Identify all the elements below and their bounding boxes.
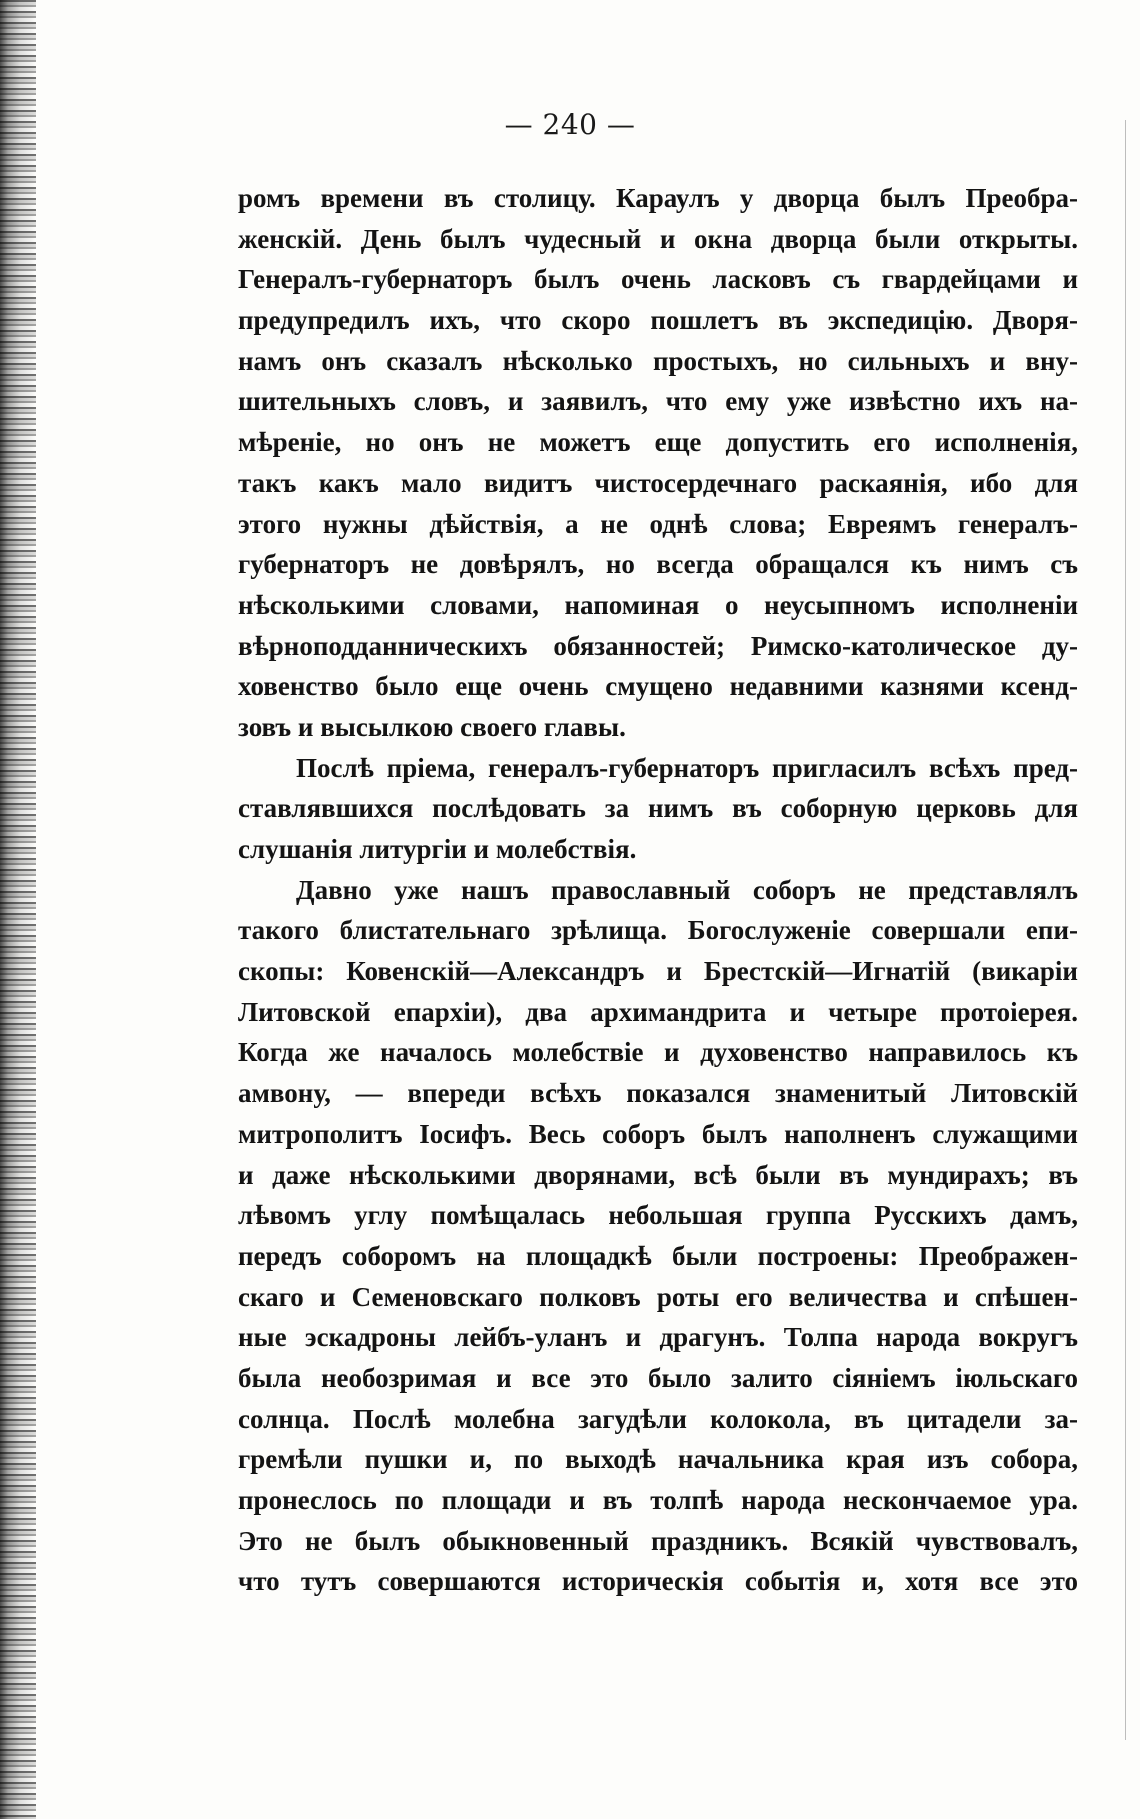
text-line: ховенство было еще очень смущено недавними казнями ксенд- — [238, 671, 1078, 702]
text-line: гремѣли пушки и, по выходѣ начальника края изъ собора, — [238, 1444, 1078, 1475]
text-line: митрополитъ Іосифъ. Весь соборъ былъ наполненъ служащими — [238, 1118, 1078, 1149]
text-line: женскій. День былъ чудесный и окна дворца были открыты. — [238, 223, 1078, 254]
page-number: — 240 — — [504, 108, 636, 141]
text-line: мѣреніе, но онъ не можетъ еще допустить его исполненія, — [238, 427, 1078, 458]
page-right-edge — [1125, 120, 1126, 1740]
text-line: нѣсколькими словами, напоминая о неусыпномъ исполненіи — [238, 589, 1078, 620]
text-line: была необозримая и все это было залито сіяніемъ іюльскаго — [238, 1362, 1078, 1393]
text-line: такъ какъ мало видитъ чистосердечнаго раскаянія, ибо для — [238, 467, 1078, 498]
text-line: шительныхъ словъ, и заявилъ, что ему уже извѣстно ихъ на- — [238, 386, 1078, 417]
text-line: Когда же началось молебствіе и духовенство направилось къ — [238, 1037, 1078, 1068]
text-line: предупредилъ ихъ, что скоро пошлетъ въ экспедицію. Двоpя- — [238, 305, 1078, 336]
text-line: Литовской епархіи), два архимандрита и четыре протоіерея. — [238, 996, 1078, 1027]
text-line: Послѣ пріема, генералъ-губернаторъ пригласилъ всѣхъ пред- — [296, 752, 1078, 783]
text-line: амвону, — впереди всѣхъ показался знаменитый Литовскій — [238, 1078, 1078, 1109]
text-line: скопы: Ковенскій—Александръ и Брестскій—Игнатій (викаріи — [238, 956, 1078, 987]
text-line: намъ онъ сказалъ нѣсколько простыхъ, но сильныхъ и вну- — [238, 345, 1078, 376]
text-line: что тутъ совершаются историческія событія и, хотя все это — [238, 1566, 1078, 1597]
page-binding-edge — [0, 0, 36, 1819]
text-line: вѣрноподданническихъ обязанностей; Римско-католическое ду- — [238, 630, 1078, 661]
text-line: слушанія литургіи и молебствія. — [238, 834, 637, 864]
text-line: передъ соборомъ на площадкѣ были построены: Преображен- — [238, 1240, 1078, 1271]
text-line: зовъ и высылкою своего главы. — [238, 711, 626, 742]
text-line: ные эскадроны лейбъ-уланъ и драгунъ. Толпа народа вокругъ — [238, 1322, 1078, 1353]
text-line: и даже нѣсколькими дворянами, всѣ были въ мундирахъ; въ — [238, 1159, 1078, 1190]
text-line: этого нужны дѣйствія, а не однѣ слова; Евреямъ генералъ- — [238, 508, 1078, 539]
text-line: пронеслось по площади и въ толпѣ народа нескончаемое ура. — [238, 1485, 1078, 1515]
text-line: губернаторъ не довѣрялъ, но всегда обращался къ нимъ съ — [238, 549, 1078, 580]
text-line: такого блистательнаго зрѣлища. Богослуженіе совершали епи- — [238, 915, 1078, 946]
text-line: ставлявшихся послѣдовать за нимъ въ соборную церковь для — [238, 793, 1078, 824]
body-text — [238, 178, 1078, 1602]
text-line: лѣвомъ углу помѣщалась небольшая группа Русскихъ дамъ, — [238, 1200, 1078, 1231]
text-line: Генералъ-губернаторъ былъ очень ласковъ съ гвардейцами и — [238, 264, 1078, 295]
text-line: скаго и Семеновскаго полковъ роты его величества и спѣшен- — [238, 1281, 1078, 1312]
text-line: Давно уже нашъ православный соборъ не представлялъ — [296, 874, 1078, 905]
text-line: Это не былъ обыкновенный праздникъ. Всякій чувствовалъ, — [238, 1525, 1078, 1556]
text-line: ромъ времени въ столицу. Караулъ у дворца былъ Преобра- — [238, 183, 1078, 213]
text-line: солнца. Послѣ молебна загудѣли колокола, въ цитадели за- — [238, 1403, 1078, 1434]
